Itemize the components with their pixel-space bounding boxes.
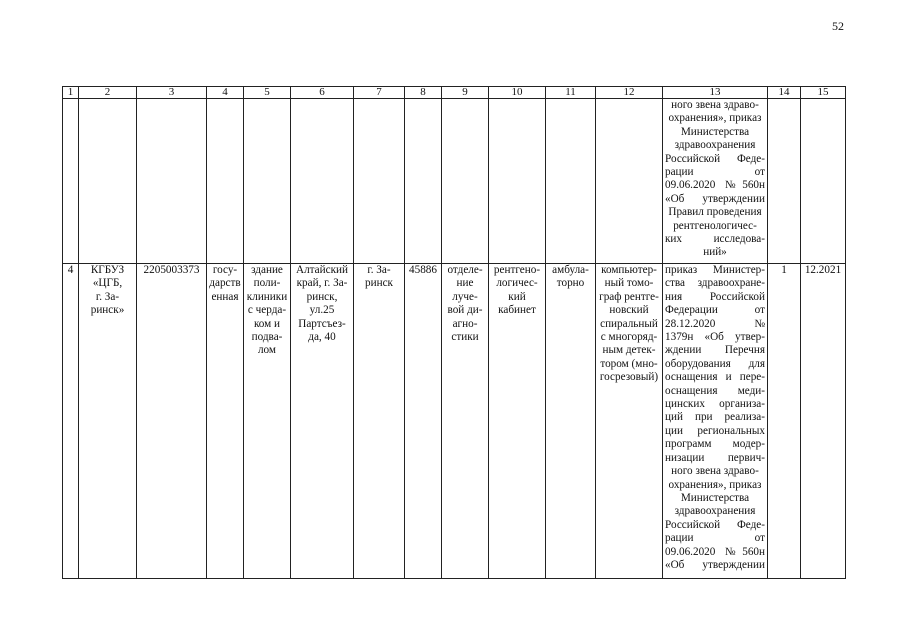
- text-line: Правил проведения: [668, 206, 762, 219]
- empty-cell: [768, 99, 801, 264]
- text-line: спиральный: [600, 317, 658, 330]
- text-line: оборудования для: [665, 357, 765, 370]
- header-cell: 9: [442, 87, 489, 99]
- empty-cell: [244, 99, 291, 264]
- text-line: енная: [211, 290, 239, 303]
- ownership-cell: [207, 264, 244, 579]
- continuation-row: [63, 99, 846, 264]
- department-cell: [442, 264, 489, 579]
- text-line: граф рентге-: [599, 290, 659, 303]
- text-line: рентгенологичес-: [673, 219, 757, 232]
- text-line: «ЦГБ,: [92, 277, 123, 290]
- text-line: подва-: [251, 331, 283, 344]
- text-line: г. За-: [95, 290, 120, 303]
- text-line: ждении Перечня: [665, 344, 765, 357]
- text-line: 09.06.2020 №560н: [665, 179, 765, 192]
- quantity-cell: 1: [768, 264, 801, 579]
- text-line: 1379н «Об утвер-: [665, 331, 765, 344]
- header-row: [63, 87, 846, 99]
- empty-cell: [79, 99, 137, 264]
- empty-cell: [207, 99, 244, 264]
- text-line: ком и: [253, 317, 281, 330]
- text-line: госу-: [212, 264, 238, 276]
- text-line: кабинет: [498, 304, 536, 317]
- text-line: Алтайский: [295, 264, 348, 276]
- text-line: логичес-: [496, 277, 538, 290]
- text-line: Российской Феде-: [665, 152, 765, 165]
- header-cell: 2: [79, 87, 137, 99]
- text-line: ринск»: [90, 304, 125, 317]
- text-line: программ модер-: [665, 438, 765, 451]
- header-cell: 14: [768, 87, 801, 99]
- text-line: ции региональных: [665, 424, 765, 437]
- text-line: г. За-: [367, 264, 391, 276]
- text-line: ным детек-: [602, 344, 656, 357]
- text-line: вой ди-: [447, 304, 483, 317]
- text-line: Российской Феде-: [665, 518, 765, 531]
- text-line: агно-: [452, 317, 478, 330]
- text-line: охранения», приказ: [668, 112, 762, 125]
- empty-cell: [354, 99, 405, 264]
- row-number-cell: 4: [63, 264, 79, 579]
- text-line: оснащения и пере-: [665, 371, 765, 384]
- header-cell: 11: [546, 87, 596, 99]
- header-cell: 15: [801, 87, 846, 99]
- text-line: торно: [556, 277, 585, 290]
- text-line: 28.12.2020 №: [665, 317, 765, 330]
- text-line: стики: [451, 331, 479, 344]
- empty-cell: [546, 99, 596, 264]
- text-line: здание: [251, 264, 283, 276]
- text-line: рентгено-: [493, 264, 541, 276]
- care-type-cell: [546, 264, 596, 579]
- address-cell: [291, 264, 354, 579]
- text-line: 09.06.2020 №560н: [665, 545, 765, 558]
- empty-cell: [291, 99, 354, 264]
- text-line: ный томо-: [604, 277, 654, 290]
- text-line: рации от: [665, 532, 765, 545]
- text-line: компьютер-: [601, 264, 657, 276]
- text-line: поли-: [253, 277, 281, 290]
- text-line: край, г. За-: [296, 277, 348, 290]
- text-line: с многоряд-: [600, 331, 658, 344]
- header-cell: 13: [663, 87, 768, 99]
- header-cell: 4: [207, 87, 244, 99]
- text-line: ние: [456, 277, 474, 290]
- table-row: [63, 264, 846, 579]
- text-line: ства здравоохране-: [665, 277, 765, 290]
- text-line: ринск: [365, 277, 393, 290]
- text-line: амбула-: [552, 264, 589, 276]
- header-cell: 8: [405, 87, 442, 99]
- text-line: Министерства: [680, 125, 750, 138]
- text-line: приказ Министер-: [665, 264, 765, 276]
- text-line: цинских организа-: [665, 398, 765, 411]
- text-line: дарств: [209, 277, 241, 290]
- text-line: охранения», приказ: [668, 478, 762, 491]
- legal-basis-cell: [663, 99, 768, 264]
- text-line: ких исследова-: [665, 233, 765, 246]
- header-cell: 5: [244, 87, 291, 99]
- text-line: ринск,: [306, 290, 338, 303]
- empty-cell: [596, 99, 663, 264]
- text-line: новский: [609, 304, 649, 317]
- text-line: здравоохранения: [674, 505, 756, 518]
- inn-cell: 2205003373: [137, 264, 207, 579]
- text-line: ного звена здраво-: [671, 99, 759, 111]
- building-cell: [244, 264, 291, 579]
- header-cell: 3: [137, 87, 207, 99]
- text-line: ного звена здраво-: [671, 465, 759, 478]
- city-cell: [354, 264, 405, 579]
- code-cell: 45886: [405, 264, 442, 579]
- header-cell: 10: [489, 87, 546, 99]
- text-line: «Об утверждении: [665, 192, 765, 205]
- text-line: с черда-: [247, 304, 287, 317]
- text-line: оснащения меди-: [665, 384, 765, 397]
- registry-table: [62, 86, 846, 579]
- page-number: 52: [832, 19, 844, 33]
- empty-cell: [801, 99, 846, 264]
- empty-cell: [63, 99, 79, 264]
- text-line: КГБУЗ: [90, 264, 125, 276]
- text-line: здравоохранения: [674, 139, 756, 152]
- text-line: да, 40: [308, 331, 336, 344]
- empty-cell: [137, 99, 207, 264]
- text-line: ций при реализа-: [665, 411, 765, 424]
- header-cell: 7: [354, 87, 405, 99]
- text-line: госрезовый): [599, 371, 659, 384]
- header-cell: 6: [291, 87, 354, 99]
- text-line: Федерации от: [665, 304, 765, 317]
- empty-cell: [489, 99, 546, 264]
- text-line: отделе-: [447, 264, 483, 276]
- date-cell: 12.2021: [801, 264, 846, 579]
- text-line: Партсъез-: [298, 317, 346, 330]
- empty-cell: [405, 99, 442, 264]
- text-line: низации первич-: [665, 451, 765, 464]
- text-line: тором (мно-: [600, 357, 658, 370]
- header-cell: 12: [596, 87, 663, 99]
- text-line: ул.25: [309, 304, 335, 317]
- legal-basis-cell: [663, 264, 768, 579]
- header-cell: 1: [63, 87, 79, 99]
- text-line: лом: [257, 344, 277, 357]
- text-line: клиники: [246, 290, 288, 303]
- text-line: ния Российской: [665, 290, 765, 303]
- room-cell: [489, 264, 546, 579]
- equipment-cell: [596, 264, 663, 579]
- text-line: рации от: [665, 166, 765, 179]
- text-line: ний»: [703, 246, 727, 259]
- organization-cell: [79, 264, 137, 579]
- text-line: луче-: [452, 290, 478, 303]
- text-line: «Об утверждении: [665, 558, 765, 571]
- empty-cell: [442, 99, 489, 264]
- text-line: Министерства: [680, 491, 750, 504]
- text-line: кий: [508, 290, 526, 303]
